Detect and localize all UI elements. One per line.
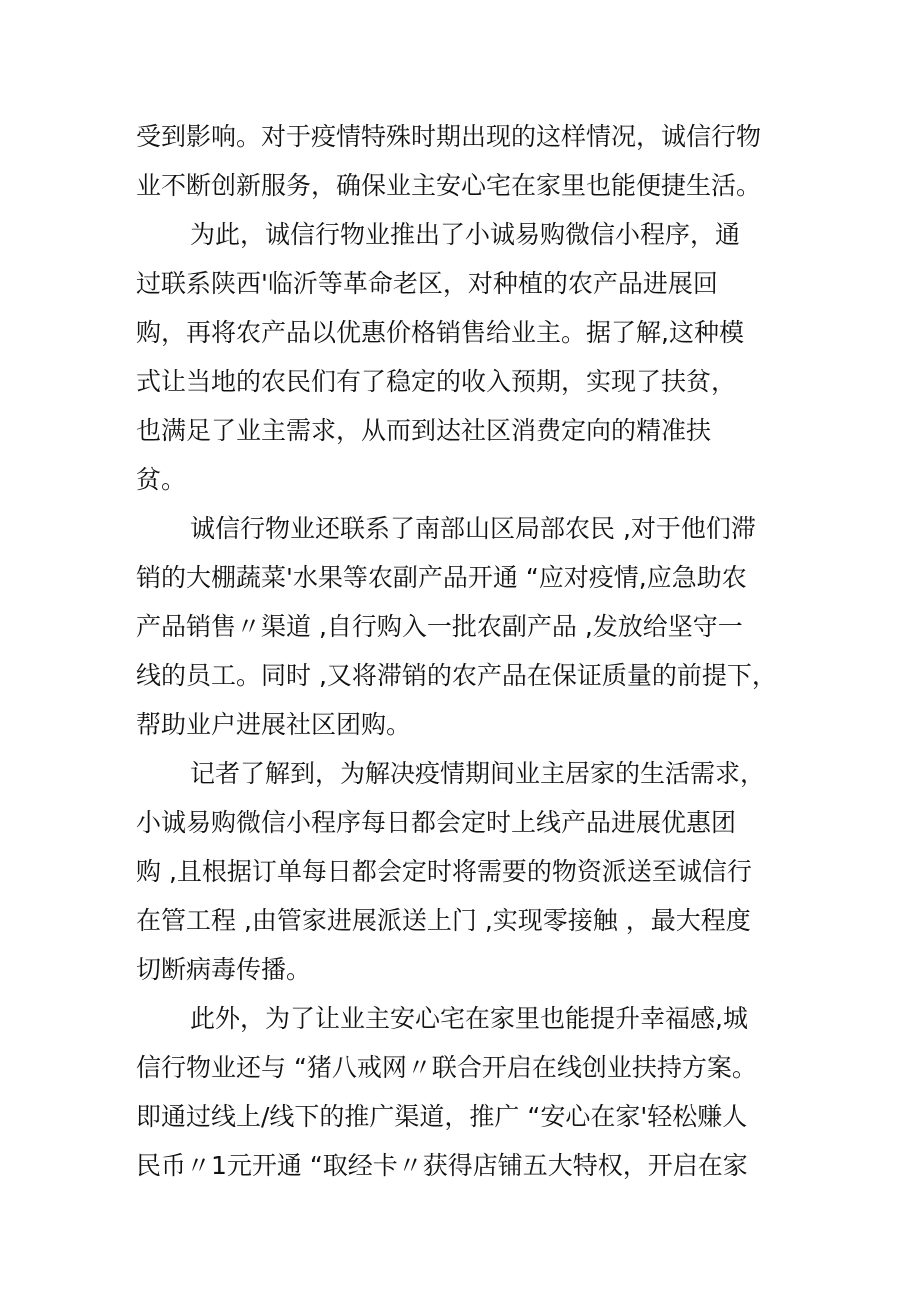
paragraph-5 (136, 994, 816, 1190)
text-line: 业不断创新服务，确保业主安心宅在家里也能便捷生活。 (136, 171, 762, 200)
text-line: 线的员工。同时 ,又将滞销的农产品在保证质量的前提下， (136, 661, 777, 690)
text-line: 在管工程 ,由管家进展派送上门 ,实现零接触 ，最大程度 (136, 906, 751, 935)
text-line: 受到影响。对于疫情特殊时期出现的这样情况，诚信行物 (136, 122, 762, 151)
article-body (136, 112, 816, 1190)
text-line: 帮助业户进展社区团购。 (136, 710, 412, 739)
text-line: 贫。 (136, 465, 187, 494)
text-line: 销的大棚蔬菜'水果等农副产品开通 “应对疫情,应急助农 (136, 563, 747, 592)
text-line: 此外，为了让业主安心宅在家里也能提升幸福感,城 (190, 1004, 748, 1033)
text-line: 小诚易购微信小程序每日都会定时上线产品进展优惠团 (136, 808, 737, 837)
paragraph-4 (136, 749, 816, 994)
text-line: 信行物业还与 “猪八戒网〃联合开启在线创业扶持方案。 (136, 1053, 757, 1082)
paragraph-2 (136, 210, 816, 504)
text-line: 为此，诚信行物业推出了小诚易购微信小程序，通 (190, 220, 741, 249)
paragraph-3 (136, 504, 816, 749)
text-line: 式让当地的农民们有了稳定的收入预期，实现了扶贫， (136, 367, 737, 396)
text-line: 记者了解到，为解决疫情期间业主居家的生活需求， (190, 759, 766, 788)
text-line: 诚信行物业还联系了南部山区局部农民 ,对于他们滞 (190, 514, 756, 543)
text-line: 即通过线上/线下的推广渠道，推广 “安心在家'轻松赚人 (136, 1102, 748, 1131)
text-line: 购，再将农产品以优惠价格销售给业主。据了解,这种模 (136, 318, 744, 347)
text-line: 过联系陕西'临沂等革命老区，对种植的农产品进展回 (136, 269, 718, 298)
text-line: 也满足了业主需求，从而到达社区消费定向的精准扶 (136, 416, 712, 445)
text-line: 购 ,且根据订单每日都会定时将需要的物资派送至诚信行 (136, 857, 752, 886)
text-line: 民币〃1元开通 “取经卡〃获得店铺五大特权，开启在家 (136, 1151, 748, 1180)
text-line: 切断病毒传播。 (136, 955, 312, 984)
text-line: 产品销售〃渠道 ,自行购入一批农副产品 ,发放给坚守一 (136, 612, 743, 641)
paragraph-1 (136, 112, 816, 210)
